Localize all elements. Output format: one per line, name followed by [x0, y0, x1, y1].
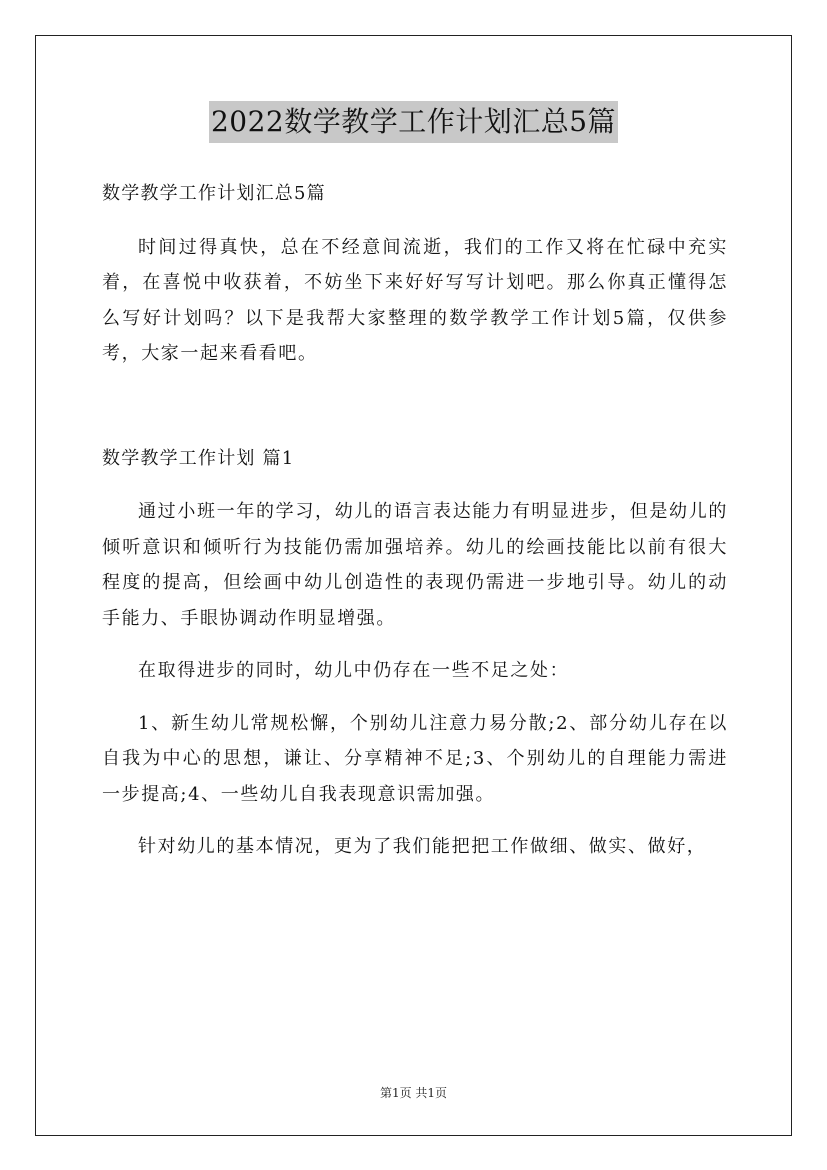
section-paragraph: 1、新生幼儿常规松懈，个别幼儿注意力易分散;2、部分幼儿存在以自我为中心的思想，谦让、分享精神不足;3、个别幼儿的自理能力需进一步提高;4、一些幼儿自我表现意识需加强。 — [102, 712, 728, 805]
document-subtitle: 数学教学工作计划汇总5篇 — [102, 183, 326, 204]
section-paragraph: 在取得进步的同时，幼儿中仍存在一些不足之处： — [138, 660, 570, 681]
title-container — [0, 101, 827, 143]
section-paragraph: 针对幼儿的基本情况，更为了我们能把把工作做细、做实、做好， — [138, 836, 707, 857]
intro-paragraph: 时间过得真快，总在不经意间流逝，我们的工作又将在忙碌中充实着，在喜悦中收获着，不妨坐下来好好写写计划吧。那么你真正懂得怎么写好计划吗？以下是我帮大家整理的数学教学工作计划5篇，仅供参考，大家一起来看看吧。 — [102, 236, 728, 364]
section-paragraph: 通过小班一年的学习，幼儿的语言表达能力有明显进步，但是幼儿的倾听意识和倾听行为技能仍需加强培养。幼儿的绘画技能比以前有很大程度的提高，但绘画中幼儿创造性的表现仍需进一步地引导。幼儿的动手能力、手眼协调动作明显增强。 — [102, 501, 728, 629]
document-title: 2022数学教学工作计划汇总5篇 — [209, 101, 618, 143]
section-heading: 数学教学工作计划 篇1 — [102, 447, 295, 469]
document-body — [102, 176, 728, 865]
page-footer: 第1页 共1页 — [379, 1086, 448, 1100]
